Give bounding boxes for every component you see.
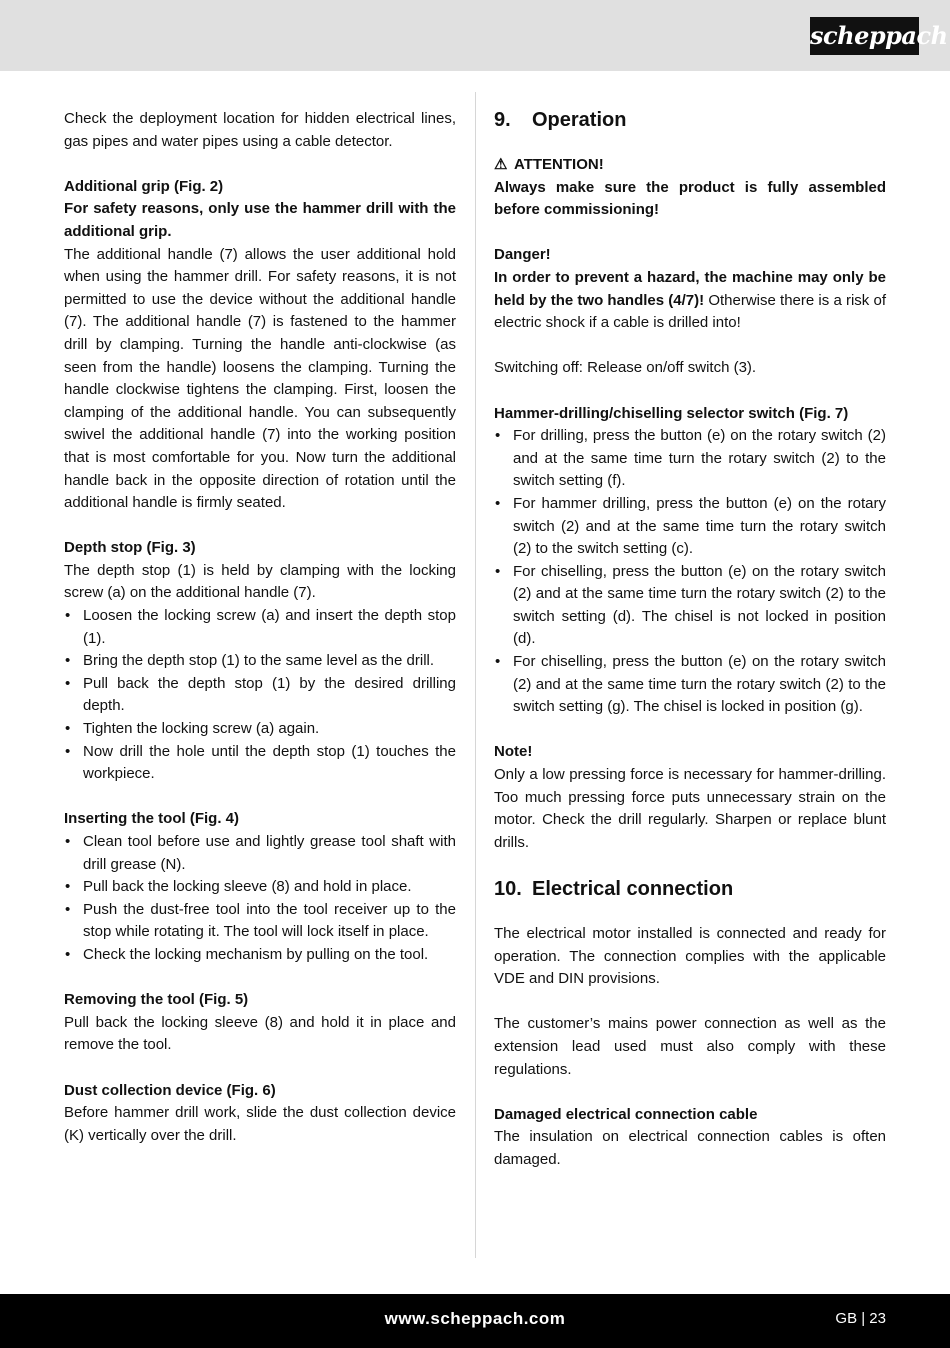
section-heading-operation (494, 108, 886, 132)
damaged-cable-heading: Damaged electrical connection cable (494, 1105, 758, 1123)
insert-tool-list (64, 831, 456, 967)
list-item: • Bring the depth stop (1) to the same level as the drill. (64, 650, 456, 673)
damaged-cable-paragraph: The insulation on electrical connection cables is often damaged. (494, 1128, 886, 1168)
danger-bold-text: In order to prevent a hazard, the machine may only be held by the two handles (4/7)! (494, 268, 886, 309)
page-number: GB | 23 (835, 1310, 886, 1327)
electrical-paragraph-2: The customer’s mains power connection as well as the extension lead used must also comply with these regulations. (494, 1015, 886, 1078)
grip-warning: For safety reasons, only use the hammer drill with the additional grip. (64, 200, 456, 240)
electrical-paragraph-1: The electrical motor installed is connected and ready for operation. The connection complies with the applicable VDE and DIN provisions. (494, 925, 886, 988)
selector-switch-heading: Hammer-drilling/chiselling selector switch (Fig. 7) (494, 404, 849, 422)
brand-logo: scheppach (810, 17, 919, 55)
website-link[interactable]: www.scheppach.com (384, 1309, 566, 1328)
list-item: • For hammer drilling, press the button (e) on the rotary switch (2) and at the same time turn the rotary switch (2) to the switch setting (c). (494, 493, 886, 561)
list-item: • Pull back the locking sleeve (8) and hold in place. (64, 876, 456, 899)
danger-label: Danger! (494, 246, 551, 264)
list-item: • Loosen the locking screw (a) and insert the depth stop (1). (64, 605, 456, 650)
list-item: • Now drill the hole until the depth stop (1) touches the workpiece. (64, 741, 456, 786)
list-item: • For chiselling, press the button (e) on the rotary switch (2) and at the same time turn the rotary switch (2) to the switch setting (g). The chisel is locked in position (g). (494, 651, 886, 719)
list-item: • Tighten the locking screw (a) again. (64, 718, 456, 741)
note-label: Note! (494, 743, 533, 761)
list-item: • For chiselling, press the button (e) on the rotary switch (2) and at the same time turn the rotary switch (2) to the switch setting (d). The chisel is not locked in position (d). (494, 561, 886, 651)
dust-collection-heading: Dust collection device (Fig. 6) (64, 1081, 276, 1099)
switch-off-text: Switching off: Release on/off switch (3). (494, 359, 757, 377)
warning-triangle-icon: ⚠ (494, 156, 508, 173)
section-title: Operation (532, 109, 627, 131)
column-divider (475, 92, 476, 1258)
danger-paragraph (494, 267, 886, 335)
insert-tool-heading: Inserting the tool (Fig. 4) (64, 810, 239, 828)
page-header (0, 0, 950, 71)
page-footer (0, 1294, 950, 1348)
remove-tool-paragraph: Pull back the locking sleeve (8) and hold it in place and remove the tool. (64, 1013, 456, 1054)
depth-stop-list (64, 605, 456, 786)
left-column (64, 108, 456, 1147)
right-column (494, 108, 886, 1172)
list-item: • For drilling, press the button (e) on the rotary switch (2) and at the same time turn the rotary switch (2) to the switch setting (f). (494, 425, 886, 493)
attention-label: ⚠ ATTENTION! (494, 154, 886, 177)
list-item: • Check the locking mechanism by pulling on the tool. (64, 944, 456, 967)
list-item: • Push the dust-free tool into the tool receiver up to the stop while rotating it. The tool will lock itself in place. (64, 899, 456, 944)
section-number: 9. (494, 109, 511, 131)
list-item: • Clean tool before use and lightly grease tool shaft with drill grease (N). (64, 831, 456, 876)
section-number: 10. (494, 878, 522, 900)
section-title: Electrical connection (532, 878, 734, 900)
depth-stop-paragraph: The depth stop (1) is held by clamping with the locking screw (a) on the additional handle (7). (64, 561, 456, 602)
intro-paragraph: Check the deployment location for hidden electrical lines, gas pipes and water pipes using a cable detector. (64, 110, 456, 150)
note-paragraph: Only a low pressing force is necessary for hammer-drilling. Too much pressing force puts unnecessary strain on the motor. Check the drill regularly. Sharpen or replace blunt drills. (494, 766, 886, 851)
grip-heading: Additional grip (Fig. 2) (64, 177, 224, 195)
list-item: • Pull back the depth stop (1) by the desired drilling depth. (64, 673, 456, 718)
dust-collection-paragraph: Before hammer drill work, slide the dust collection device (K) vertically over the drill. (64, 1104, 456, 1144)
depth-stop-heading: Depth stop (Fig. 3) (64, 539, 196, 557)
remove-tool-heading: Removing the tool (Fig. 5) (64, 991, 249, 1009)
grip-paragraph: The additional handle (7) allows the user additional hold when using the hammer drill. For safety reasons, it is not permitted to use the device without the additional handle (7). The additional handle (7) is fastened to the hammer drill by clamping. Turning the handle anti-clockwise (as seen from the handle) loosens the clamping. Turning the handle clockwise tightens the clamping. First, loosen the clamping of the additional handle. You can subsequently swivel the additional handle (7) into the working position that is most comfortable for you. Now turn the additional handle back in the opposite direction of rotation until the additional handle is firmly seated. (64, 245, 456, 512)
selector-switch-list (494, 425, 886, 719)
attention-text: Always make sure the product is fully assembled before commissioning! (494, 178, 886, 219)
danger-rest-text: Otherwise there is a risk of electric shock if a cable is drilled into! (494, 291, 886, 332)
section-heading-electrical (494, 877, 886, 901)
